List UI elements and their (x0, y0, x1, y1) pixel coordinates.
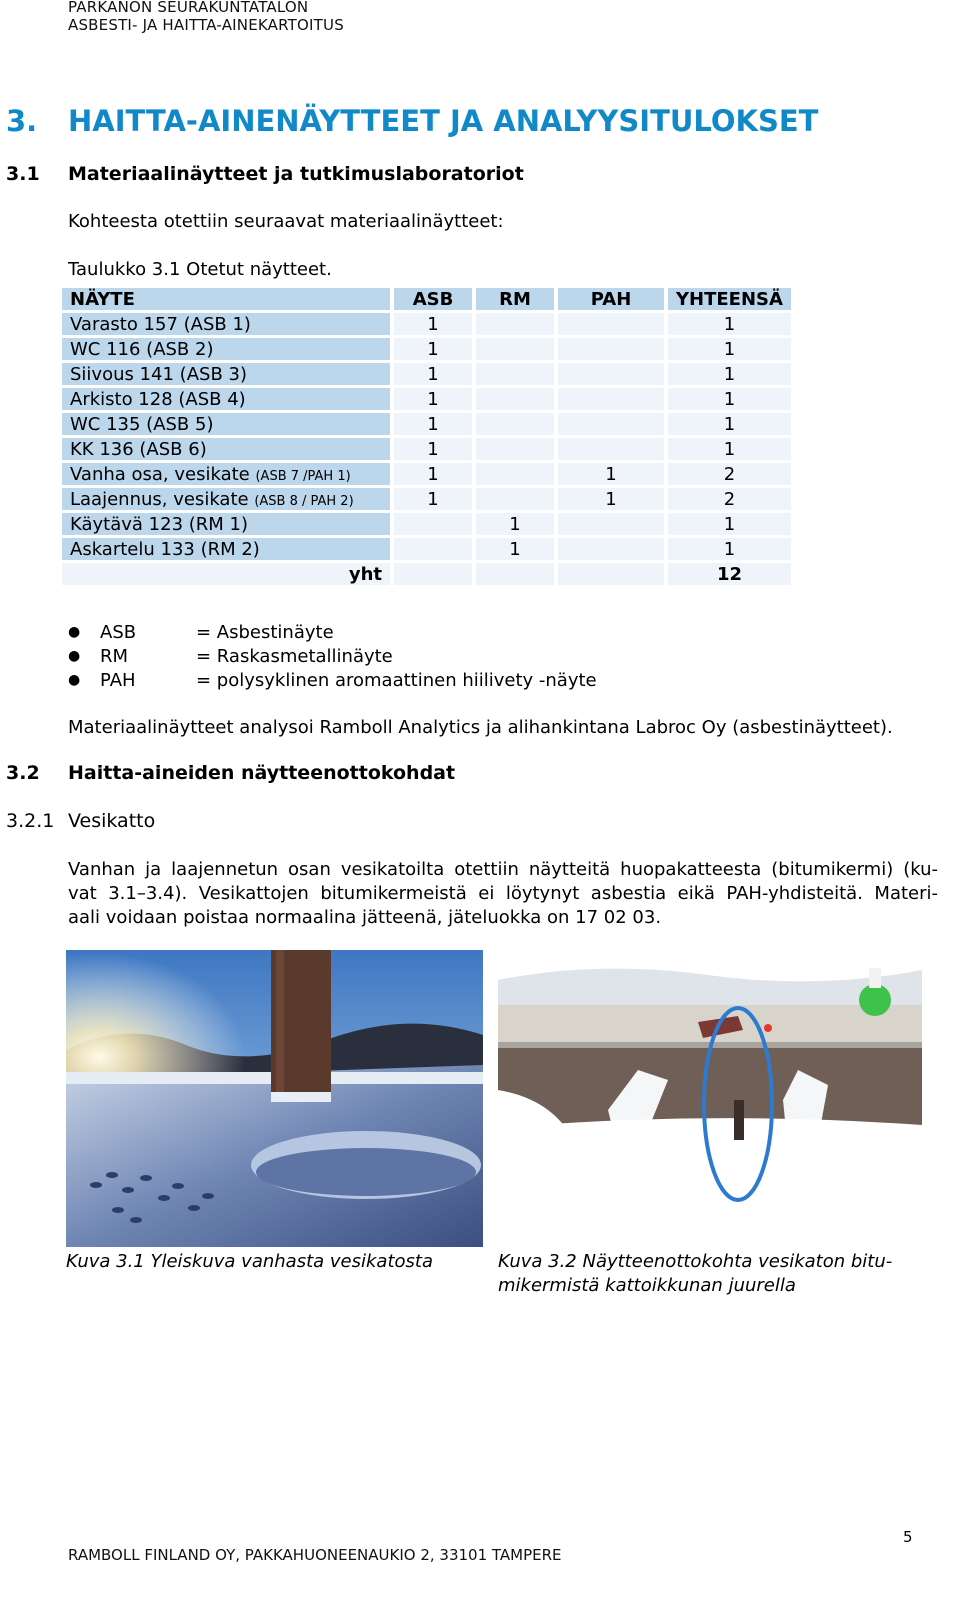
section-3-heading (6, 104, 818, 138)
samples-table (58, 285, 795, 588)
legend-item (68, 668, 597, 692)
sample-code: (ASB 7 /PAH 1) (255, 468, 351, 484)
table-header-row (62, 288, 791, 310)
count-asb (394, 513, 472, 535)
count-total: 1 (668, 313, 791, 335)
caption-photo-1 (66, 1250, 496, 1274)
footer-address: RAMBOLL FINLAND OY, PAKKAHUONEENAUKIO 2, 33101 TAMPERE (68, 1546, 562, 1564)
count-total: 1 (668, 538, 791, 560)
count-rm (476, 438, 554, 460)
count-asb: 1 (394, 313, 472, 335)
header-line-1: PARKANON SEURAKUNTATALON (68, 0, 309, 16)
count-pah (558, 388, 664, 410)
table-row (62, 338, 791, 360)
count-pah (558, 413, 664, 435)
sample-name-cell (62, 463, 390, 485)
paragraph-line: Vanhan ja laajennetun osan vesikatoilta otettiin näytteitä huopakatteesta (bitumikermi) (ku- (68, 859, 938, 880)
count-rm (476, 463, 554, 485)
paragraph-line: aali voidaan poistaa normaalina jätteenä, jäteluokka on 17 02 03. (68, 907, 662, 928)
count-total: 2 (668, 488, 791, 510)
col-header-sample: NÄYTE (62, 288, 390, 310)
count-pah (558, 363, 664, 385)
legend-desc: = Asbestinäyte (196, 621, 334, 643)
table-body (62, 313, 791, 585)
header-line-2: ASBESTI- JA HAITTA-AINEKARTOITUS (68, 16, 344, 34)
legend-item (68, 620, 597, 644)
sample-code: (ASB 8 / PAH 2) (254, 493, 354, 509)
count-asb: 1 (394, 388, 472, 410)
count-total: 2 (668, 463, 791, 485)
sample-name-cell (62, 363, 390, 385)
count-total: 1 (668, 438, 791, 460)
count-pah (558, 338, 664, 360)
table-row (62, 438, 791, 460)
section-3-2-1-heading (6, 810, 155, 832)
section-3-1-heading (6, 163, 524, 185)
sample-name: Arkisto 128 (ASB 4) (70, 388, 246, 410)
legend-desc: = Raskasmetallinäyte (196, 645, 393, 667)
bullet-icon: ● (68, 624, 81, 640)
table-row (62, 313, 791, 335)
sample-name-cell (62, 438, 390, 460)
legend-item (68, 644, 597, 668)
count-asb: 1 (394, 463, 472, 485)
photo-sample-point (498, 950, 922, 1247)
count-rm (476, 363, 554, 385)
count-rm (476, 313, 554, 335)
legend-abbr: PAH (100, 669, 136, 691)
section-3-number: 3. (6, 104, 38, 138)
abbreviation-legend (68, 620, 597, 692)
sample-name-cell (62, 413, 390, 435)
photo-old-roof (66, 950, 483, 1247)
section-3-2-1-number: 3.2.1 (6, 810, 55, 832)
count-asb: 1 (394, 338, 472, 360)
sample-name-cell (62, 338, 390, 360)
count-pah (558, 313, 664, 335)
total-asb (394, 563, 472, 585)
count-total: 1 (668, 338, 791, 360)
table-row (62, 488, 791, 510)
sample-name-cell (62, 538, 390, 560)
count-pah (558, 513, 664, 535)
sample-name: Käytävä 123 (RM 1) (70, 513, 248, 535)
caption-line: Kuva 3.2 Näytteenottokohta vesikaton bitu- (498, 1251, 893, 1272)
count-asb: 1 (394, 363, 472, 385)
sample-name: WC 135 (ASB 5) (70, 413, 214, 435)
table-total-row (62, 563, 791, 585)
section-3-2-number: 3.2 (6, 762, 40, 784)
sample-name-cell (62, 513, 390, 535)
count-pah (558, 438, 664, 460)
count-total: 1 (668, 363, 791, 385)
col-header-total: YHTEENSÄ (668, 288, 791, 310)
section-3-1-title: Materiaalinäytteet ja tutkimuslaboratoriot (68, 163, 524, 185)
table-row (62, 413, 791, 435)
sample-name-cell (62, 313, 390, 335)
table-row (62, 363, 791, 385)
photo-old-roof-image (66, 950, 483, 1247)
count-rm: 1 (476, 538, 554, 560)
sample-name: WC 116 (ASB 2) (70, 338, 214, 360)
legend-desc: = polysyklinen aromaattinen hiilivety -näyte (196, 669, 597, 691)
section-3-2-heading (6, 762, 455, 784)
sample-name: KK 136 (ASB 6) (70, 438, 207, 460)
count-rm (476, 388, 554, 410)
legend-abbr: RM (100, 645, 129, 667)
table-row (62, 513, 791, 535)
total-value: 12 (668, 563, 791, 585)
bullet-icon: ● (68, 648, 81, 664)
count-rm (476, 413, 554, 435)
count-asb: 1 (394, 438, 472, 460)
count-total: 1 (668, 513, 791, 535)
col-header-pah: PAH (558, 288, 664, 310)
section-3-2-title: Haitta-aineiden näytteenottokohdat (68, 762, 456, 784)
count-asb: 1 (394, 488, 472, 510)
table-row (62, 463, 791, 485)
analysis-note: Materiaalinäytteet analysoi Ramboll Analytics ja alihankintana Labroc Oy (asbestinäytteet). (68, 717, 893, 738)
table-row (62, 538, 791, 560)
section-3-2-1-title: Vesikatto (68, 810, 156, 832)
count-total: 1 (668, 388, 791, 410)
sample-name: Vanha osa, vesikate (70, 463, 256, 485)
count-pah (558, 538, 664, 560)
count-total: 1 (668, 413, 791, 435)
roof-paragraph (68, 858, 938, 930)
total-rm (476, 563, 554, 585)
sample-name-cell (62, 488, 390, 510)
sample-name: Askartelu 133 (RM 2) (70, 538, 260, 560)
total-label: yht (62, 563, 390, 585)
section-3-1-number: 3.1 (6, 163, 40, 185)
count-rm (476, 338, 554, 360)
count-pah: 1 (558, 488, 664, 510)
caption-line: mikermistä kattoikkunan juurella (498, 1275, 796, 1296)
paragraph-line: vat 3.1–3.4). Vesikattojen bitumikermeistä ei löytynyt asbestia eikä PAH-yhdisteitä. Materi- (68, 883, 938, 904)
caption-line: Kuva 3.1 Yleiskuva vanhasta vesikatosta (66, 1251, 433, 1272)
sample-name: Siivous 141 (ASB 3) (70, 363, 247, 385)
section-3-title: HAITTA-AINENÄYTTEET JA ANALYYSITULOKSET (68, 104, 819, 138)
table-caption: Taulukko 3.1 Otetut näytteet. (68, 259, 332, 280)
sample-name: Laajennus, vesikate (70, 488, 255, 510)
count-pah: 1 (558, 463, 664, 485)
col-header-asb: ASB (394, 288, 472, 310)
sample-name-cell (62, 388, 390, 410)
page-number: 5 (903, 1528, 913, 1546)
count-rm: 1 (476, 513, 554, 535)
table-row (62, 388, 791, 410)
intro-text: Kohteesta otettiin seuraavat materiaalinäytteet: (68, 211, 504, 232)
col-header-rm: RM (476, 288, 554, 310)
caption-photo-2 (498, 1250, 928, 1298)
legend-abbr: ASB (100, 621, 137, 643)
count-rm (476, 488, 554, 510)
count-asb: 1 (394, 413, 472, 435)
photo-sample-point-image (498, 950, 922, 1247)
count-asb (394, 538, 472, 560)
total-pah (558, 563, 664, 585)
bullet-icon: ● (68, 672, 81, 688)
sample-name: Varasto 157 (ASB 1) (70, 313, 251, 335)
